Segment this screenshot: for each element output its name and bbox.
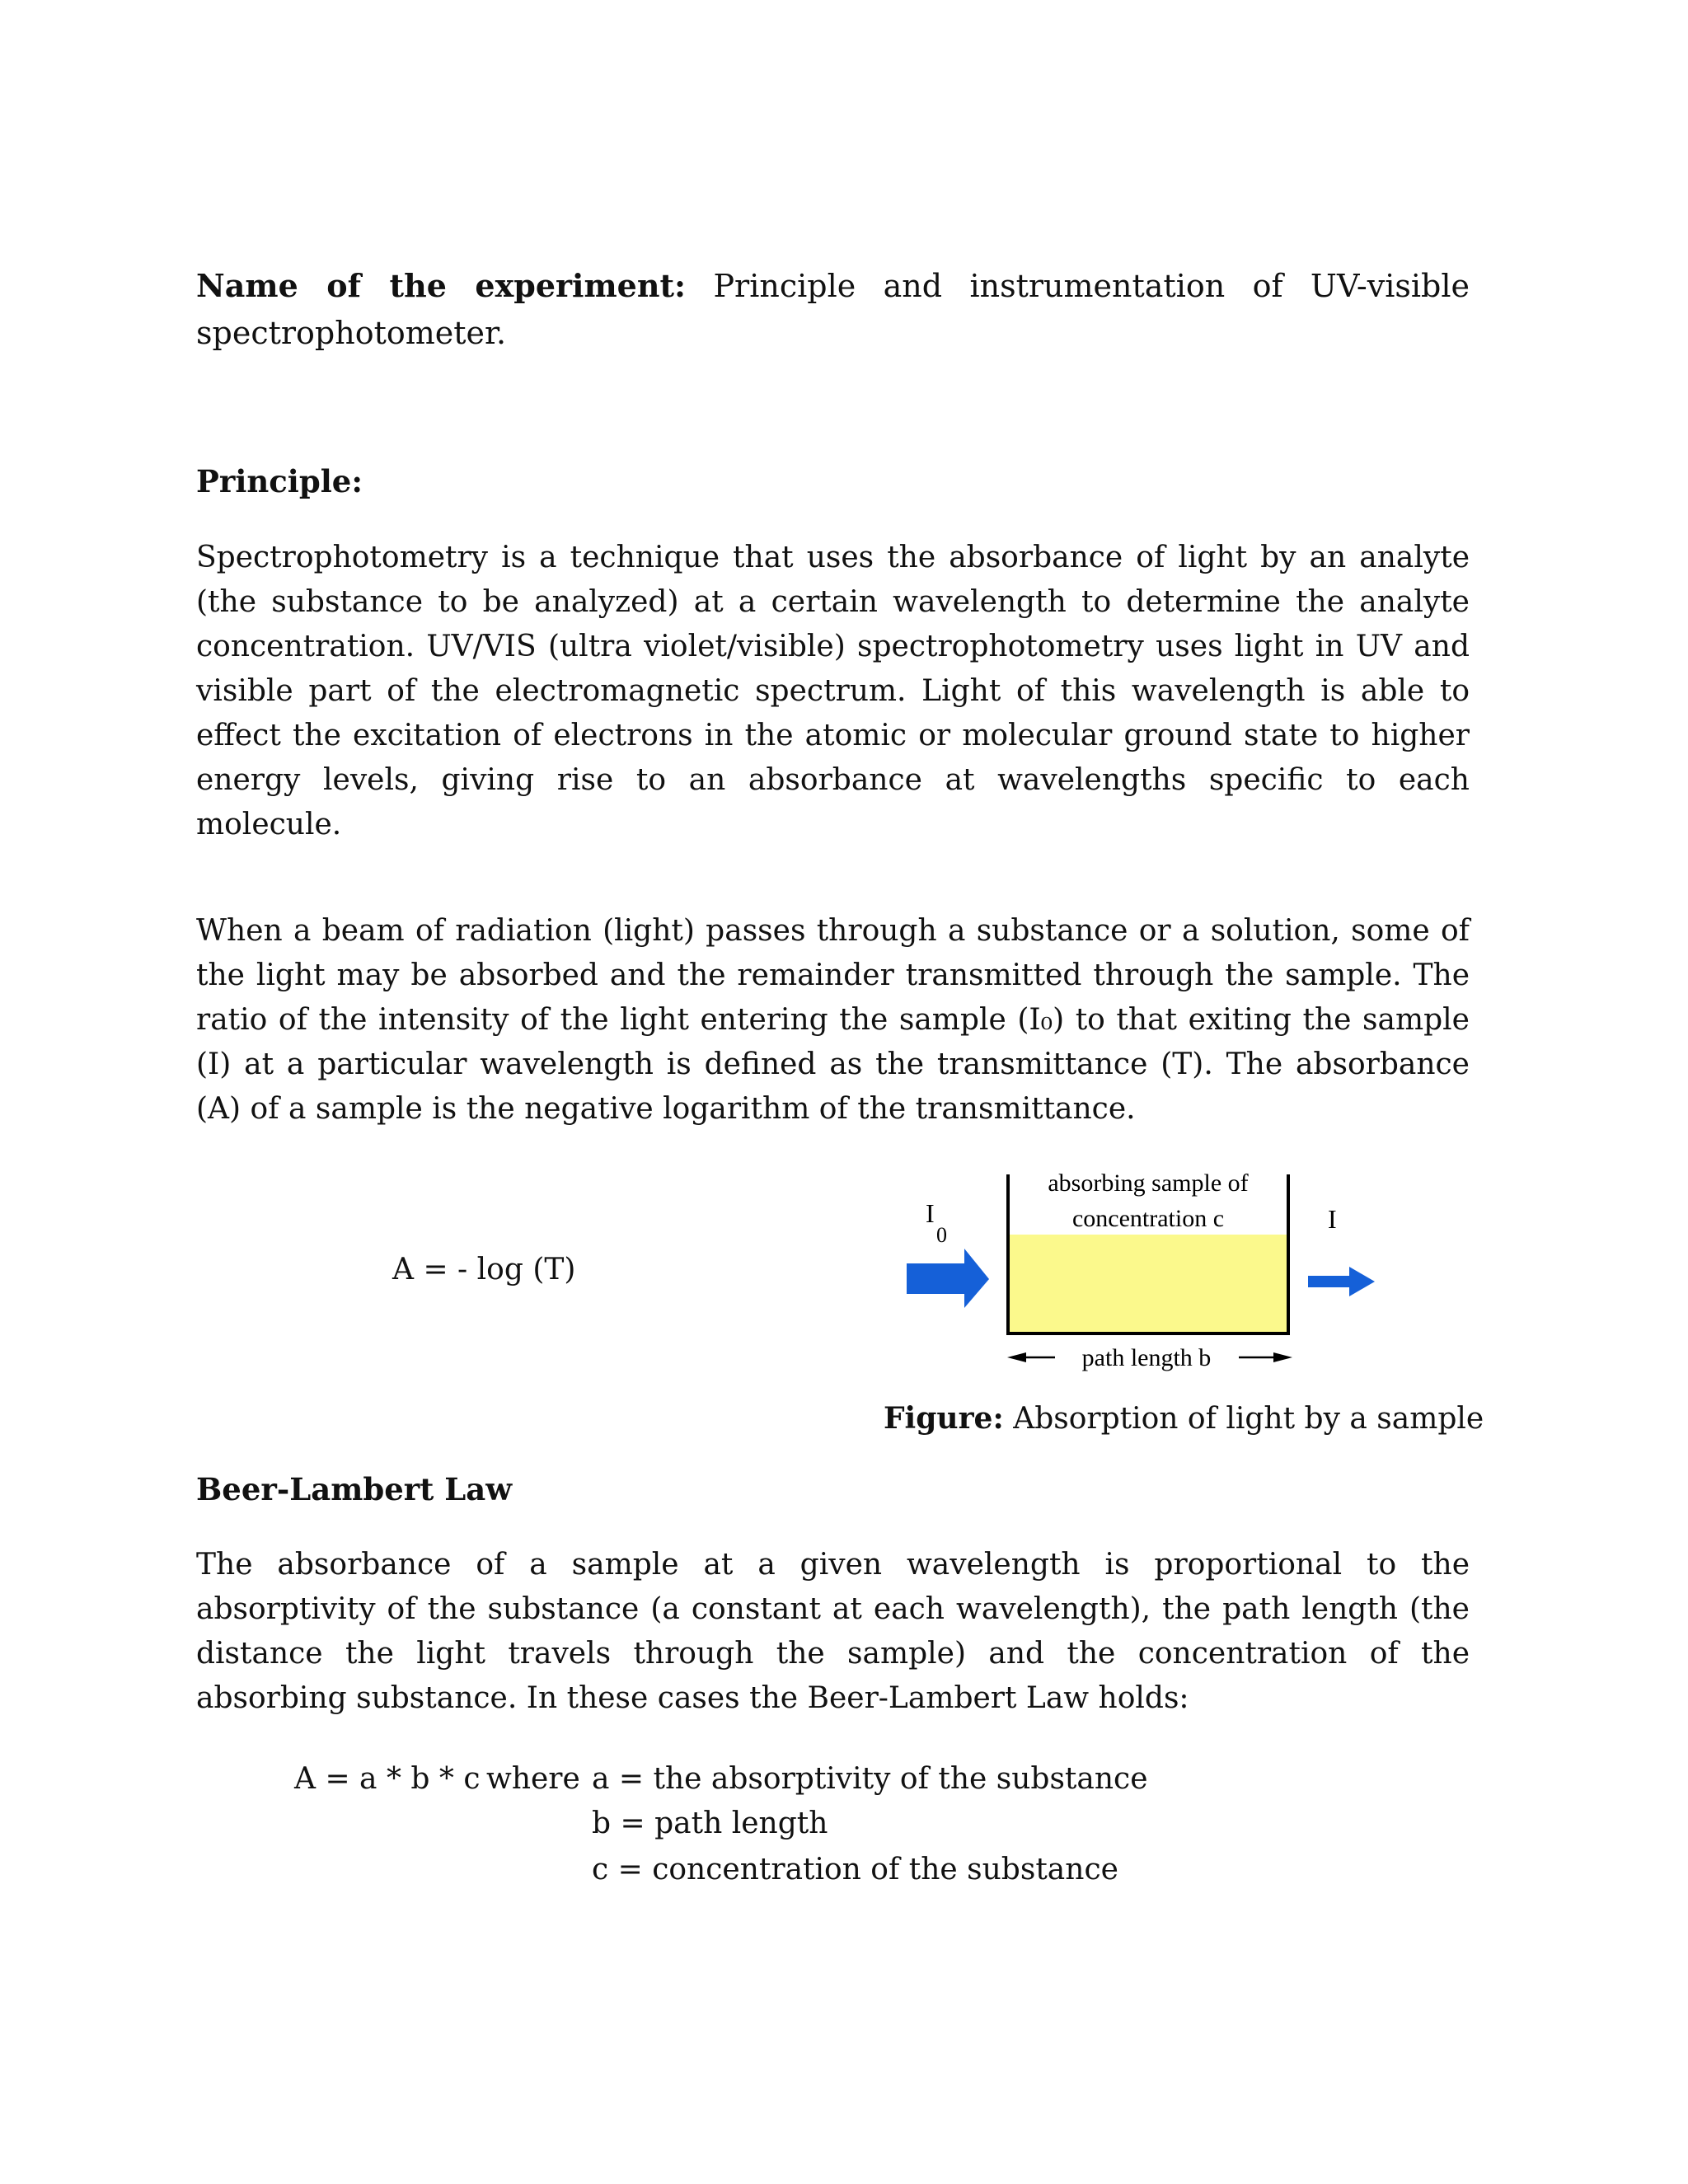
figure-caption-text: Absorption of light by a sample	[1003, 1402, 1484, 1436]
principle-heading: Principle:	[196, 463, 363, 499]
sample-label-line2: concentration c	[1071, 1205, 1225, 1232]
definition-b: b = path length	[592, 1807, 828, 1840]
definition-a: a = the absorptivity of the substance	[592, 1762, 1148, 1796]
absorbance-equation: A = - log (T)	[392, 1253, 576, 1286]
incident-arrow-icon	[907, 1249, 989, 1308]
path-length-right-arrowhead-icon	[1273, 1352, 1292, 1362]
path-length-left-arrowhead-icon	[1007, 1352, 1026, 1362]
experiment-title-label: Name of the experiment:	[196, 267, 687, 304]
sample-label-line1: absorbing sample of	[1048, 1169, 1249, 1197]
sample-solution	[1008, 1235, 1288, 1333]
figure-caption-label: Figure:	[884, 1401, 1004, 1436]
principle-paragraph-2: When a beam of radiation (light) passes through a substance or a solution, some of the light may be absorbed and the remainder transmitted through the sample. The ratio of the intensity of the light entering the sample (I₀) to that exiting the sample (I) at a particular wavelength is defined as the transmittance (T). The absorbance (A) of a sample is the negative logarithm of the transmittance.	[196, 914, 1470, 1126]
where-label: where	[486, 1762, 580, 1796]
figure-caption	[884, 1401, 1484, 1436]
beer-lambert-heading: Beer-Lambert Law	[196, 1471, 513, 1507]
path-length-label: path length b	[1081, 1344, 1212, 1371]
beer-lambert-paragraph: The absorbance of a sample at a given wavelength is proportional to the absorptivity of the substance (a constant at each wavelength), the path length (the distance the light travels through the sample) and the concentration of the absorbing substance. In these cases the Beer-Lambert Law holds:	[196, 1548, 1470, 1715]
transmitted-light-label: I	[1328, 1204, 1337, 1234]
principle-paragraph-1: Spectrophotometry is a technique that uses the absorbance of light by an analyte (the substance to be analyzed) at a certain wavelength to determine the analyte concentration. UV/VIS (ultra violet/visible) spectrophotometry uses light in UV and visible part of the electromagnetic spectrum. Light of this wavelength is able to effect the excitation of electrons in the atomic or molecular ground state to higher energy levels, giving rise to an absorbance at wavelengths specific to each molecule.	[196, 541, 1470, 841]
transmitted-arrow-icon	[1308, 1267, 1375, 1296]
incident-light-label: I	[926, 1198, 935, 1228]
definition-c: c = concentration of the substance	[592, 1853, 1118, 1886]
absorption-figure	[898, 1166, 1409, 1389]
incident-light-subscript: 0	[936, 1223, 947, 1247]
experiment-title-text: Principle and instrumentation of UV-visible spectrophotometer.	[196, 268, 1470, 351]
beer-lambert-equation: A = a * b * c	[294, 1762, 481, 1796]
experiment-title	[196, 262, 1470, 357]
